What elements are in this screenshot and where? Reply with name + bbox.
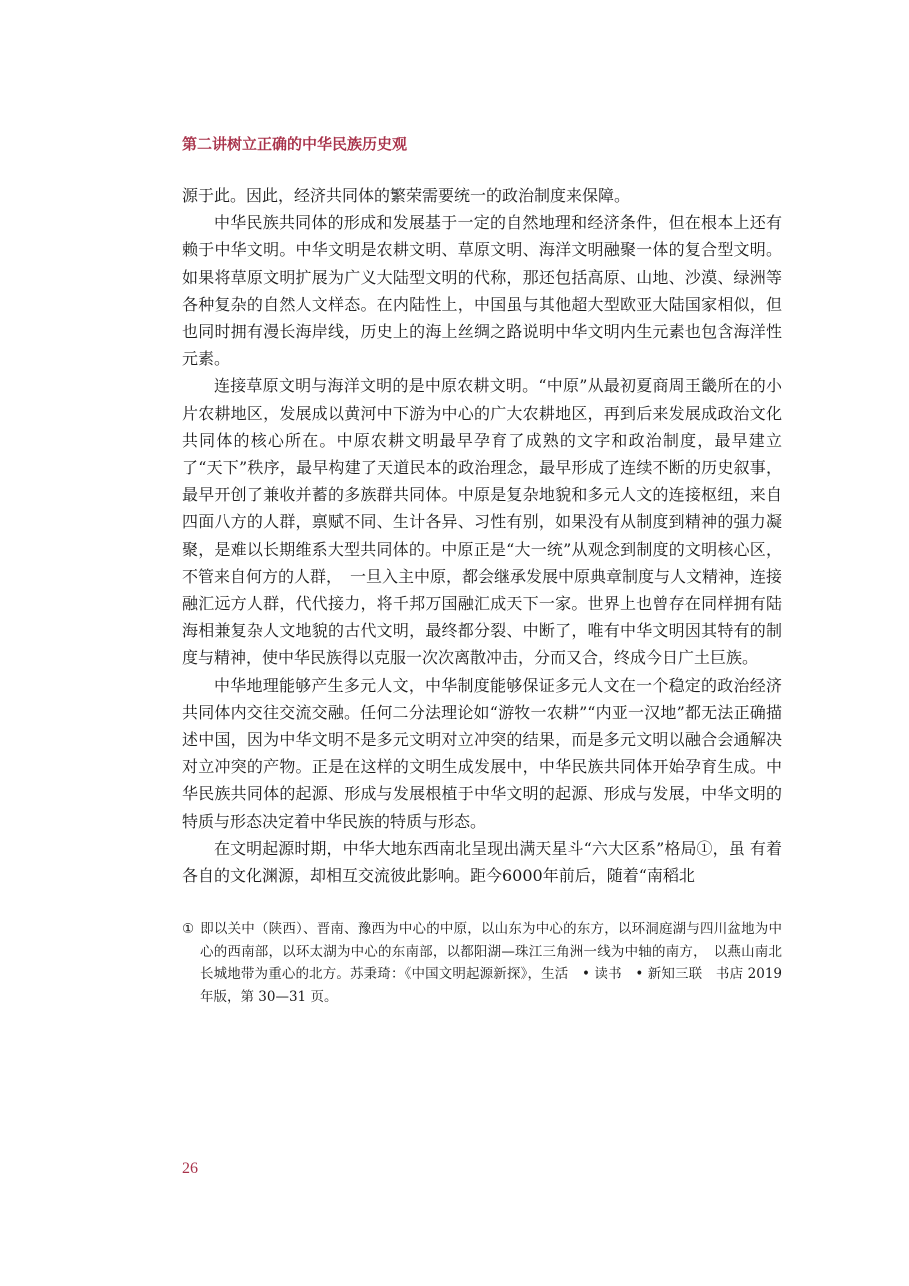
paragraph-4: 中华地理能够产生多元人文，中华制度能够保证多元人文在一个稳定的政治经济共同体内交往交流交融。任何二分法理论如“游牧一农耕”“内亚一汉地”都无法正确描述中国，因为中华文明不是多元文明对立冲突的结果，而是多元文明以融合会通解决对立冲突的产物。正是在这样的文明生成发展中，中华民族共同体开始孕育生成。中华民族共同体的起源、形成与发展根植于中华文明的起源、形成与发展，中华文明的特质与形态决定着中华民族的特质与形态。 xyxy=(182,675,782,831)
footnote-text: 即以关中（陕西）、晋南、豫西为中心的中原，以山东为中心的东方，以环洞庭湖与四川盆地为中心的西南部，以环太湖为中心的东南部，以都阳湖—珠江三角洲一线为中轴的南方， 以燕山南北长城地带为重心的北方。苏秉琦：《中国文明起源新探》，生活 • 读书 • 新知三联 书店 2019 年版，第 30—31 页。 xyxy=(200,921,782,1005)
chapter-title: 第二讲树立正确的中华民族历史观 xyxy=(182,135,408,153)
paragraph-1: 源于此。因此，经济共同体的繁荣需要统一的政治制度来保障。 xyxy=(182,186,631,205)
paragraph-3: 连接草原文明与海洋文明的是中原农耕文明。“中原”从最初夏商周王畿所在的小片农耕地区，发展成以黄河中下游为中心的广大农耕地区，再到后来发展成政治文化共同体的核心所在。中原农耕文明最早孕育了成熟的文字和政治制度，最早建立了“天下”秩序，最早构建了天道民本的政治理念，最早形成了连续不断的历史叙事，最早开创了兼收并蓄的多族群共同体。中原是复杂地貌和多元人文的连接枢纽，来自四面八方的人群，禀赋不同、生计各异、习性有别，如果没有从制度到精神的强力凝聚，是难以长期维系大型共同体的。中原正是“大一统”从观念到制度的文明核心区，不管来自何方的人群， 一旦入主中原，都会继承发展中原典章制度与人文精神，连接融汇远方人群，代代接力，将千邦万国融汇成天下一家。世界上也曾存在同样拥有陆海相兼复杂人文地貌的古代文明，最终都分裂、中断了，唯有中华文明因其特有的制度与精神，使中华民族得以克服一次次离散冲击，分而又合，终成今日广土巨族。 xyxy=(182,376,783,668)
paragraph-2: 中华民族共同体的形成和发展基于一定的自然地理和经济条件，但在根本上还有赖于中华文明。中华文明是农耕文明、草原文明、海洋文明融聚一体的复合型文明。如果将草原文明扩展为广义大陆型文明的代称，那还包括高原、山地、沙漠、绿洲等各种复杂的自然人文样态。在内陆性上，中国虽与其他超大型欧亚大陆国家相似，但也同时拥有漫长海岸线，历史上的海上丝绸之路说明中华文明内生元素也包含海洋性元素。 xyxy=(182,213,782,369)
footnote-1 xyxy=(182,918,782,1008)
page-number: 26 xyxy=(182,1160,198,1177)
paragraph-5: 在文明起源时期，中华大地东西南北呈现出满天星斗“六大区系”格局①，虽 有着各自的文化渊源，却相互交流彼此影响。距今6000年前后，随着“南稻北 xyxy=(182,838,782,886)
footnote-marker: ① xyxy=(182,921,195,937)
body-text xyxy=(182,182,782,889)
footnotes xyxy=(182,918,782,1008)
